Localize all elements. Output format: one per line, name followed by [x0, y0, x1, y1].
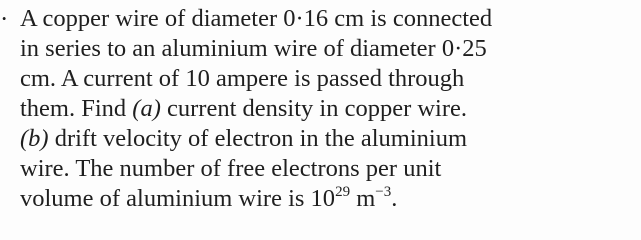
- line-4-text-c: current density in copper wire.: [160, 95, 468, 122]
- part-a-label: (a): [132, 95, 161, 122]
- exponent-29: 29: [335, 183, 351, 200]
- problem-line-7: [20, 184, 635, 214]
- problem-line-5: [20, 124, 635, 154]
- problem-line-3: cm. A current of 10 ampere is passed through: [20, 65, 465, 92]
- problem-line-2: in series to an aluminium wire of diameter 0·25: [20, 35, 487, 62]
- problem-line-1: A copper wire of diameter 0·16 cm is connected: [20, 5, 493, 32]
- part-b-label: (b): [20, 125, 49, 152]
- problem-line-6: wire. The number of free electrons per unit: [20, 155, 442, 182]
- problem-text: [20, 4, 635, 214]
- problem-marker: ·: [0, 6, 9, 33]
- line-4-text-a: them. Find: [20, 95, 133, 122]
- line-7-period: .: [391, 185, 398, 212]
- line-5-text-b: drift velocity of electron in the aluminium: [48, 125, 468, 152]
- problem-line-4: [20, 94, 635, 124]
- line-7-text-a: volume of aluminium wire is 10: [20, 185, 336, 212]
- exponent-minus-3: −3: [375, 183, 392, 200]
- line-7-unit: m: [350, 185, 376, 212]
